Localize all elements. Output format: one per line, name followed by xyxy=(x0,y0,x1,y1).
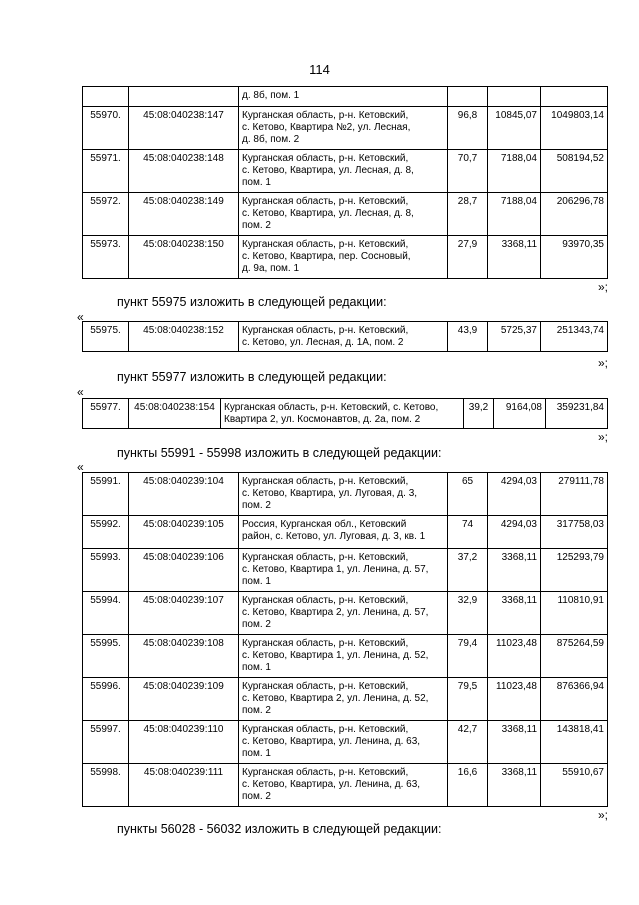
address-line: с. Кетово, Квартира 2, ул. Ленина, д. 52, xyxy=(242,693,429,704)
price-per-sqm: 3368,11 xyxy=(488,721,541,764)
address-line: Курганская область, р-н. Кетовский, xyxy=(242,239,409,250)
area-value: 27,9 xyxy=(448,236,488,279)
table-row xyxy=(83,635,608,678)
cadastral-number: 45:08:040238:150 xyxy=(129,236,239,279)
cadastral-value: 875264,59 xyxy=(541,635,608,678)
address xyxy=(239,549,448,592)
cadastral-number: 45:08:040239:105 xyxy=(129,516,239,549)
cadastral-value: 206296,78 xyxy=(541,193,608,236)
area-value: 42,7 xyxy=(448,721,488,764)
row-number: 55995. xyxy=(83,635,129,678)
address-line: пом. 2 xyxy=(242,619,271,630)
table-row xyxy=(83,549,608,592)
area-value: 28,7 xyxy=(448,193,488,236)
address-line: Курганская область, р-н. Кетовский, xyxy=(242,196,409,207)
address-line: с. Кетово, Квартира, ул. Лесная, д. 8, xyxy=(242,165,414,176)
address-line: Курганская область, р-н. Кетовский, xyxy=(242,552,409,563)
cadastral-number: 45:08:040238:148 xyxy=(129,150,239,193)
address xyxy=(239,236,448,279)
address-line: д. 8б, пом. 1 xyxy=(242,90,300,101)
price-per-sqm xyxy=(488,87,541,107)
area-value: 16,6 xyxy=(448,764,488,807)
price-per-sqm: 4294,03 xyxy=(488,473,541,516)
cadastral-value xyxy=(541,87,608,107)
cadastral-number xyxy=(129,87,239,107)
cadastral-value: 93970,35 xyxy=(541,236,608,279)
page-number: 114 xyxy=(309,62,330,77)
address-line: с. Кетово, Квартира 1, ул. Ленина, д. 52, xyxy=(242,650,429,661)
row-number: 55991. xyxy=(83,473,129,516)
address-line: пом. 1 xyxy=(242,662,271,673)
price-per-sqm: 3368,11 xyxy=(488,764,541,807)
table-row xyxy=(83,721,608,764)
address xyxy=(239,635,448,678)
cadastral-number: 45:08:040238:152 xyxy=(129,322,239,352)
cadastral-value: 251343,74 xyxy=(541,322,608,352)
row-number: 55975. xyxy=(83,322,129,352)
address-line: пом. 2 xyxy=(242,791,271,802)
row-number: 55998. xyxy=(83,764,129,807)
table-row xyxy=(83,764,608,807)
area-value: 70,7 xyxy=(448,150,488,193)
address-line: с. Кетово, Квартира, ул. Ленина, д. 63, xyxy=(242,736,421,747)
address xyxy=(239,721,448,764)
closing-quote-1: »; xyxy=(597,280,608,294)
row-number: 55971. xyxy=(83,150,129,193)
row-number: 55977. xyxy=(83,399,129,429)
address-line: пом. 2 xyxy=(242,220,271,231)
cadastral-number: 45:08:040239:106 xyxy=(129,549,239,592)
row-number: 55992. xyxy=(83,516,129,549)
cadastral-number: 45:08:040239:111 xyxy=(129,764,239,807)
price-per-sqm: 3368,11 xyxy=(488,549,541,592)
address-line: с. Кетово, Квартира 1, ул. Ленина, д. 57, xyxy=(242,564,429,575)
address-line: Курганская область, р-н. Кетовский, с. Кетово, xyxy=(224,402,439,413)
area-value: 96,8 xyxy=(448,107,488,150)
address-line: д. 9а, пом. 1 xyxy=(242,263,300,274)
price-per-sqm: 4294,03 xyxy=(488,516,541,549)
address-line: с. Кетово, Квартира 2, ул. Ленина, д. 57, xyxy=(242,607,429,618)
row-number: 55994. xyxy=(83,592,129,635)
row-number: 55997. xyxy=(83,721,129,764)
property-table-4 xyxy=(82,472,608,807)
table-row xyxy=(83,322,608,352)
cadastral-number: 45:08:040239:108 xyxy=(129,635,239,678)
address-line: с. Кетово, Квартира, ул. Лесная, д. 8, xyxy=(242,208,414,219)
address xyxy=(239,592,448,635)
address xyxy=(221,399,464,429)
cadastral-number: 45:08:040239:110 xyxy=(129,721,239,764)
address-line: Курганская область, р-н. Кетовский, xyxy=(242,595,409,606)
address xyxy=(239,87,448,107)
area-value: 37,2 xyxy=(448,549,488,592)
price-per-sqm: 3368,11 xyxy=(488,236,541,279)
area-value: 39,2 xyxy=(464,399,494,429)
address-line: с. Кетово, Квартира, ул. Ленина, д. 63, xyxy=(242,779,421,790)
price-per-sqm: 7188,04 xyxy=(488,150,541,193)
area-value: 65 xyxy=(448,473,488,516)
row-number: 55993. xyxy=(83,549,129,592)
property-table-3 xyxy=(82,398,608,429)
table-row xyxy=(83,678,608,721)
price-per-sqm: 9164,08 xyxy=(494,399,546,429)
address xyxy=(239,678,448,721)
table-row xyxy=(83,516,608,549)
address-line: Курганская область, р-н. Кетовский, xyxy=(242,153,409,164)
table-row xyxy=(83,87,608,107)
amendment-paragraph-2: пункт 55977 изложить в следующей редакции: xyxy=(117,370,387,384)
cadastral-number: 45:08:040239:104 xyxy=(129,473,239,516)
address xyxy=(239,322,448,352)
table-row xyxy=(83,193,608,236)
price-per-sqm: 11023,48 xyxy=(488,635,541,678)
address-line: с. Кетово, Квартира, пер. Сосновый, xyxy=(242,251,411,262)
row-number: 55996. xyxy=(83,678,129,721)
table-row xyxy=(83,236,608,279)
opening-quote-3: « xyxy=(77,460,84,474)
cadastral-number: 45:08:040238:154 xyxy=(129,399,221,429)
address-line: Курганская область, р-н. Кетовский, xyxy=(242,681,409,692)
area-value: 74 xyxy=(448,516,488,549)
address-line: пом. 1 xyxy=(242,576,271,587)
price-per-sqm: 10845,07 xyxy=(488,107,541,150)
row-number xyxy=(83,87,129,107)
closing-quote-4: »; xyxy=(597,808,608,822)
cadastral-value: 279111,78 xyxy=(541,473,608,516)
closing-quote-3: »; xyxy=(597,430,608,444)
cadastral-number: 45:08:040239:107 xyxy=(129,592,239,635)
table-row xyxy=(83,107,608,150)
row-number: 55972. xyxy=(83,193,129,236)
address-line: пом. 2 xyxy=(242,500,271,511)
opening-quote-1: « xyxy=(77,310,84,324)
address-line: с. Кетово, ул. Лесная, д. 1А, пом. 2 xyxy=(242,337,404,348)
address xyxy=(239,193,448,236)
address xyxy=(239,764,448,807)
address-line: с. Кетово, Квартира №2, ул. Лесная, xyxy=(242,122,411,133)
address-line: д. 8б, пом. 2 xyxy=(242,134,300,145)
cadastral-value: 55910,67 xyxy=(541,764,608,807)
cadastral-number: 45:08:040238:147 xyxy=(129,107,239,150)
table-row xyxy=(83,150,608,193)
cadastral-number: 45:08:040238:149 xyxy=(129,193,239,236)
property-table-2 xyxy=(82,321,608,352)
area-value: 43,9 xyxy=(448,322,488,352)
address xyxy=(239,107,448,150)
address-line: пом. 1 xyxy=(242,748,271,759)
address xyxy=(239,473,448,516)
opening-quote-2: « xyxy=(77,385,84,399)
address xyxy=(239,516,448,549)
area-value: 79,5 xyxy=(448,678,488,721)
address-line: Россия, Курганская обл., Кетовский xyxy=(242,519,407,530)
address-line: Курганская область, р-н. Кетовский, xyxy=(242,476,409,487)
address-line: Курганская область, р-н. Кетовский, xyxy=(242,724,409,735)
price-per-sqm: 11023,48 xyxy=(488,678,541,721)
area-value xyxy=(448,87,488,107)
cadastral-value: 110810,91 xyxy=(541,592,608,635)
address-line: пом. 2 xyxy=(242,705,271,716)
address-line: пом. 1 xyxy=(242,177,271,188)
table-row xyxy=(83,473,608,516)
cadastral-value: 359231,84 xyxy=(546,399,608,429)
table-row xyxy=(83,592,608,635)
table-row xyxy=(83,399,608,429)
row-number: 55970. xyxy=(83,107,129,150)
row-number: 55973. xyxy=(83,236,129,279)
property-table-1 xyxy=(82,86,608,279)
cadastral-value: 317758,03 xyxy=(541,516,608,549)
closing-quote-2: »; xyxy=(597,356,608,370)
address-line: Курганская область, р-н. Кетовский, xyxy=(242,325,409,336)
address-line: Квартира 2, ул. Космонавтов, д. 2а, пом. 2 xyxy=(224,414,421,425)
price-per-sqm: 3368,11 xyxy=(488,592,541,635)
cadastral-number: 45:08:040239:109 xyxy=(129,678,239,721)
address-line: с. Кетово, Квартира, ул. Луговая, д. 3, xyxy=(242,488,418,499)
address-line: Курганская область, р-н. Кетовский, xyxy=(242,638,409,649)
amendment-paragraph-3: пункты 55991 - 55998 изложить в следующей редакции: xyxy=(117,446,442,460)
amendment-paragraph-1: пункт 55975 изложить в следующей редакции: xyxy=(117,295,387,309)
area-value: 32,9 xyxy=(448,592,488,635)
cadastral-value: 125293,79 xyxy=(541,549,608,592)
area-value: 79,4 xyxy=(448,635,488,678)
address-line: Курганская область, р-н. Кетовский, xyxy=(242,110,409,121)
amendment-paragraph-4: пункты 56028 - 56032 изложить в следующей редакции: xyxy=(117,822,442,836)
cadastral-value: 508194,52 xyxy=(541,150,608,193)
address xyxy=(239,150,448,193)
price-per-sqm: 7188,04 xyxy=(488,193,541,236)
cadastral-value: 143818,41 xyxy=(541,721,608,764)
address-line: район, с. Кетово, ул. Луговая, д. 3, кв. 1 xyxy=(242,531,426,542)
cadastral-value: 1049803,14 xyxy=(541,107,608,150)
price-per-sqm: 5725,37 xyxy=(488,322,541,352)
address-line: Курганская область, р-н. Кетовский, xyxy=(242,767,409,778)
cadastral-value: 876366,94 xyxy=(541,678,608,721)
